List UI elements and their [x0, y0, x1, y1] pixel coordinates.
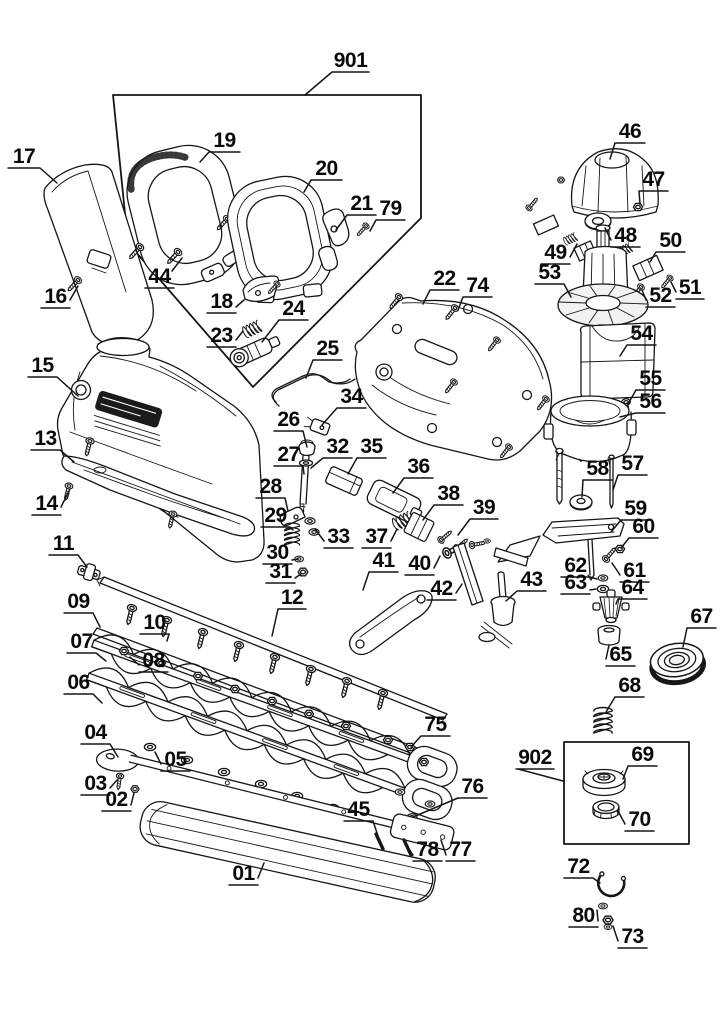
part-number: 51 — [678, 276, 702, 299]
callout-33 — [315, 525, 353, 548]
callout-901 — [305, 49, 369, 95]
part-number: 39 — [472, 496, 496, 519]
part-nut-60 — [615, 545, 624, 552]
part-number: 74 — [466, 274, 489, 297]
callout-67 — [683, 605, 716, 647]
part-circlip-72 — [596, 872, 626, 899]
callout-63 — [561, 571, 596, 594]
part-screw-61 — [601, 545, 618, 563]
part-number: 56 — [639, 390, 662, 413]
part-number: 31 — [269, 560, 292, 583]
callout-38 — [423, 482, 463, 520]
callout-23 — [207, 324, 243, 347]
part-number: 02 — [105, 788, 128, 811]
part-blade-cover-01 — [136, 798, 438, 906]
part-number: 60 — [632, 515, 655, 538]
part-number: 08 — [142, 649, 165, 672]
callout-leader — [411, 736, 450, 747]
part-number: 10 — [143, 611, 166, 634]
callout-leader — [564, 878, 600, 883]
callout-37 — [362, 525, 397, 548]
part-number: 901 — [333, 49, 368, 72]
callout-leader — [67, 653, 106, 661]
part-number: 49 — [544, 241, 567, 264]
part-number: 32 — [326, 435, 349, 458]
callout-53 — [535, 261, 571, 297]
part-bolt-24 — [227, 332, 282, 370]
part-number: 42 — [430, 577, 453, 600]
part-number: 18 — [210, 290, 233, 313]
callout-69 — [623, 743, 657, 779]
callout-51 — [671, 276, 704, 299]
part-number: 36 — [407, 455, 430, 478]
part-number: 13 — [34, 427, 57, 450]
part-rod-57 — [609, 455, 614, 508]
part-number: 14 — [35, 492, 58, 515]
part-number: 21 — [350, 192, 373, 215]
part-number: 03 — [84, 772, 107, 795]
part-nut-47 — [633, 203, 642, 210]
part-number: 57 — [621, 452, 644, 475]
part-number: 45 — [347, 798, 370, 821]
part-spring-23 — [241, 320, 262, 338]
part-number: 28 — [259, 475, 282, 498]
group-box-902 — [564, 742, 689, 844]
callout-27 — [274, 443, 304, 474]
part-number: 09 — [67, 590, 90, 613]
callout-10 — [140, 611, 169, 641]
callout-leader — [311, 458, 352, 468]
part-number: 40 — [408, 552, 431, 575]
part-number: 75 — [424, 713, 447, 736]
part-number: 33 — [327, 525, 350, 548]
part-long-bolt — [556, 448, 563, 504]
part-number: 77 — [449, 838, 472, 861]
part-number: 27 — [277, 443, 300, 466]
part-number: 55 — [639, 367, 662, 390]
callout-32 — [311, 435, 352, 468]
callout-36 — [393, 455, 433, 493]
part-number: 43 — [520, 568, 543, 591]
part-number: 15 — [31, 354, 54, 377]
part-number: 73 — [621, 925, 644, 948]
callout-leader — [322, 408, 366, 425]
part-number: 62 — [564, 554, 587, 577]
part-number: 65 — [609, 643, 632, 666]
part-number: 80 — [572, 904, 595, 927]
part-number: 24 — [282, 297, 305, 320]
part-pin-45 — [376, 834, 383, 849]
part-number: 06 — [67, 671, 90, 694]
part-washer-58 — [570, 495, 592, 510]
part-number: 29 — [264, 504, 287, 527]
callout-02 — [102, 788, 134, 811]
callout-12 — [272, 586, 306, 636]
callout-leader — [458, 519, 498, 535]
part-number: 63 — [564, 571, 587, 594]
callout-22 — [423, 267, 459, 304]
part-number: 78 — [416, 838, 439, 861]
part-number: 23 — [210, 324, 233, 347]
callout-14 — [32, 491, 69, 515]
callout-41 — [363, 549, 398, 590]
part-loop-handle-20 — [221, 169, 341, 311]
callout-24 — [262, 297, 308, 342]
part-washer-32 — [300, 460, 313, 466]
part-number: 19 — [213, 129, 236, 152]
callout-leader — [64, 613, 100, 627]
callout-leader — [8, 168, 57, 183]
part-number: 61 — [623, 559, 646, 582]
part-number: 54 — [630, 322, 653, 345]
part-washer-80 — [599, 903, 608, 909]
callout-07 — [67, 630, 106, 661]
part-number: 53 — [538, 261, 561, 284]
part-number: 11 — [52, 532, 75, 555]
part-number: 76 — [461, 775, 484, 798]
part-number: 79 — [379, 197, 402, 220]
part-gear-67 — [648, 640, 706, 686]
part-number: 64 — [621, 576, 644, 599]
part-number: 22 — [433, 267, 456, 290]
part-number: 01 — [232, 862, 255, 885]
callout-75 — [411, 713, 450, 747]
part-tube-42 — [453, 543, 483, 605]
callout-43 — [506, 568, 546, 601]
part-number: 37 — [365, 525, 388, 548]
part-number: 20 — [315, 157, 338, 180]
part-number: 44 — [148, 265, 171, 288]
callout-leader — [621, 538, 658, 548]
part-number: 34 — [340, 385, 363, 408]
part-number: 68 — [618, 674, 641, 697]
callout-15 — [28, 354, 78, 396]
callout-leader — [423, 505, 463, 520]
part-number: 59 — [624, 497, 647, 520]
part-number: 46 — [618, 120, 642, 143]
callout-73 — [613, 925, 647, 948]
part-number: 04 — [84, 721, 107, 744]
callout-40 — [405, 552, 440, 575]
callout-leader — [363, 572, 398, 590]
callout-09 — [64, 590, 100, 627]
callout-72 — [564, 855, 600, 883]
callout-17 — [8, 145, 57, 183]
callout-58 — [582, 457, 612, 497]
callout-leader — [582, 480, 612, 497]
callout-68 — [606, 674, 644, 712]
part-number: 902 — [518, 746, 552, 769]
part-number: 12 — [280, 586, 304, 609]
part-spool-69 — [583, 770, 625, 796]
callout-leader — [516, 769, 563, 781]
part-number: 35 — [360, 435, 383, 458]
callout-leader — [623, 766, 657, 779]
callout-11 — [49, 532, 87, 567]
part-block-35 — [325, 466, 363, 496]
callout-leader — [64, 694, 102, 703]
part-number: 50 — [659, 229, 682, 252]
callout-79 — [370, 197, 405, 231]
callout-70 — [618, 808, 654, 831]
callout-18 — [207, 290, 244, 313]
callout-leader — [348, 458, 386, 474]
callout-leader — [272, 609, 306, 636]
part-bracket-59 — [469, 518, 624, 580]
part-number: 52 — [649, 284, 672, 307]
part-number: 48 — [614, 224, 637, 247]
part-pump-43 — [479, 572, 515, 648]
callout-39 — [458, 496, 498, 535]
callout-65 — [606, 643, 635, 666]
part-number: 47 — [642, 168, 665, 191]
part-number: 05 — [164, 748, 187, 771]
callout-leader — [370, 220, 405, 231]
callout-31 — [266, 560, 301, 583]
part-nut-73 — [603, 916, 613, 929]
part-number: 72 — [567, 855, 590, 878]
part-number: 69 — [631, 743, 654, 766]
callout-902 — [516, 746, 563, 781]
callout-leader — [613, 475, 647, 490]
part-washer-62 — [598, 575, 608, 581]
part-number: 07 — [70, 630, 93, 653]
part-nut-02 — [131, 786, 139, 792]
part-number: 17 — [12, 145, 36, 168]
callout-34 — [322, 385, 366, 425]
part-number: 41 — [372, 549, 395, 572]
part-number: 58 — [586, 457, 609, 480]
part-number: 38 — [437, 482, 460, 505]
callout-35 — [348, 435, 386, 474]
callout-leader — [274, 466, 304, 474]
callout-80 — [569, 904, 598, 927]
part-number: 70 — [628, 808, 651, 831]
part-number: 25 — [316, 337, 339, 360]
part-arm-41 — [350, 591, 433, 655]
part-number: 30 — [266, 541, 289, 564]
part-spring-68 — [594, 707, 612, 733]
callout-42 — [427, 577, 462, 600]
part-number: 67 — [690, 605, 713, 628]
callout-25 — [306, 337, 342, 378]
callout-leader — [305, 72, 369, 95]
callout-57 — [613, 452, 647, 490]
part-number: 26 — [277, 408, 300, 431]
part-cap-70 — [593, 801, 619, 819]
part-number: 16 — [44, 285, 67, 308]
